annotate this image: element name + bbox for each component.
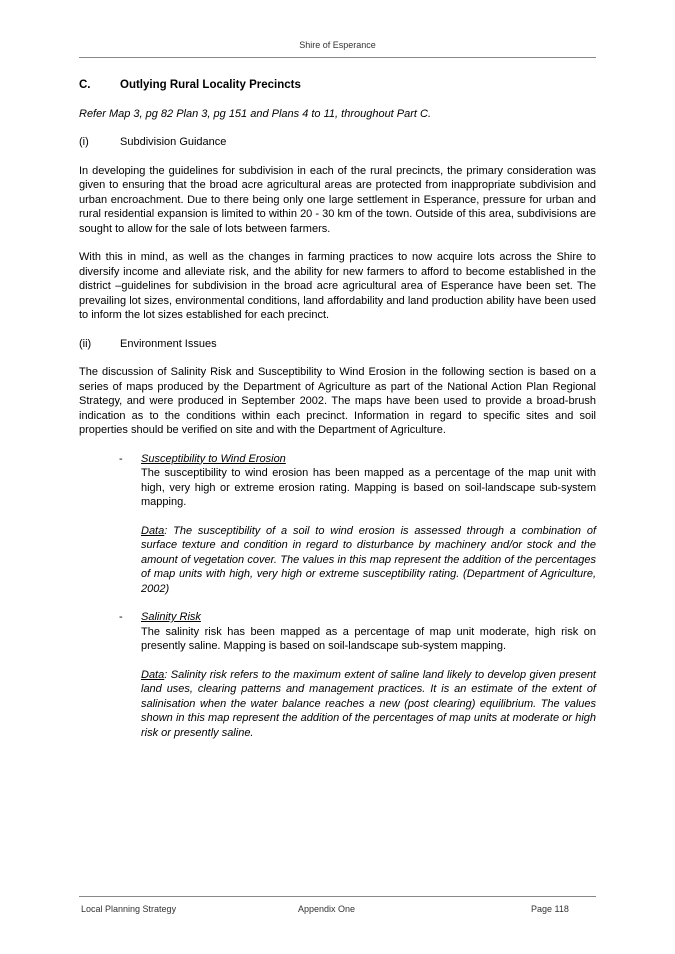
subdivision-paragraph-2: With this in mind, as well as the changes in farming practices to now acquire lots across the Shire to diversify income and alleviate risk, and the ability for new farmers to afford to become established in the district –guidelines for subdivision in the broad acre agricultural area of Esperance have been set. The prevailing lot sizes, environmental conditions, land affordability and land production ability have been used to inform the lot sizes established for each precinct.	[79, 251, 596, 321]
data-label: Data	[141, 524, 165, 537]
bullet-dash: -	[119, 611, 123, 623]
data-label: Data	[141, 668, 165, 681]
section-title: Outlying Rural Locality Precincts	[120, 79, 301, 91]
environment-intro: The discussion of Salinity Risk and Susceptibility to Wind Erosion in the following section is based on a series of maps produced by the Department of Agriculture as part of the National Action Plan Regional Strategy, and were produced in September 2002. The maps have been used to provide a broad-brush indication as to the conditions within each precinct. Information in regard to specific sites and soil properties should be verified on site and with the Department of Agriculture.	[79, 366, 596, 436]
bullet-title: Salinity Risk	[141, 611, 201, 623]
bullet-data-note	[141, 668, 596, 741]
map-reference: Refer Map 3, pg 82 Plan 3, pg 151 and Plans 4 to 11, throughout Part C.	[79, 107, 432, 120]
bullet-text: The salinity risk has been mapped as a percentage of map unit moderate, high risk on presently saline. Mapping is based on soil-landscape sub-system mapping.	[141, 625, 596, 652]
subdivision-paragraph-1: In developing the guidelines for subdivision in each of the rural precincts, the primary consideration was given to ensuring that the broad acre agricultural areas are protected from inappropriate subdivision and urban encroachment. Due to there being only one large settlement in Esperance, pressure for urban and rural residential expansion is limited to within 20 - 30 km of the town. Outside of this area, subdivisions are sought to allow for the sale of lots between farmers.	[79, 164, 596, 235]
subdivision-number: (i)	[79, 136, 89, 148]
data-text: : Salinity risk refers to the maximum extent of saline land likely to develop given present land uses, clearing patterns and management practices. It is an estimate of the extent of salinisation when the water balance reaches a new (post clearing) equilibrium. The values shown in this map represent the addition of the percentages of map units at moderate or high risk or presently saline.	[141, 668, 596, 739]
page-content	[79, 78, 596, 754]
bullet-wind-erosion	[119, 452, 596, 597]
environment-title: Environment Issues	[120, 337, 217, 350]
bullet-salinity-risk	[119, 610, 596, 740]
section-heading	[79, 78, 596, 93]
bullet-data-note	[141, 524, 596, 597]
header-divider	[79, 57, 596, 58]
footer-appendix: Appendix One	[298, 904, 356, 914]
data-text: : The susceptibility of a soil to wind erosion is assessed through a combination of surface texture and condition in regard to disturbance by machinery and/or stock and the amount of vegetation cover. The values in this map represent the addition of the percentages of map units with high, very high or extreme susceptibility rating. (Department of Agriculture, 2002)	[141, 524, 596, 595]
page-header: Shire of Esperance	[299, 40, 376, 50]
environment-heading	[79, 337, 596, 352]
subdivision-title: Subdivision Guidance	[120, 136, 227, 148]
footer-document-title: Local Planning Strategy	[81, 904, 177, 914]
bullet-text: The susceptibility to wind erosion has been mapped as a percentage of the map unit with high, very high or extreme erosion rating. Mapping is based on soil-landscape sub-system mapping.	[141, 467, 596, 508]
bullet-title: Susceptibility to Wind Erosion	[141, 452, 286, 465]
section-number: C.	[79, 79, 91, 91]
environment-number: (ii)	[79, 337, 92, 350]
subdivision-heading	[79, 135, 596, 150]
footer-divider	[79, 896, 596, 897]
bullet-dash: -	[119, 452, 123, 465]
footer-page-number: Page 118	[531, 904, 569, 914]
